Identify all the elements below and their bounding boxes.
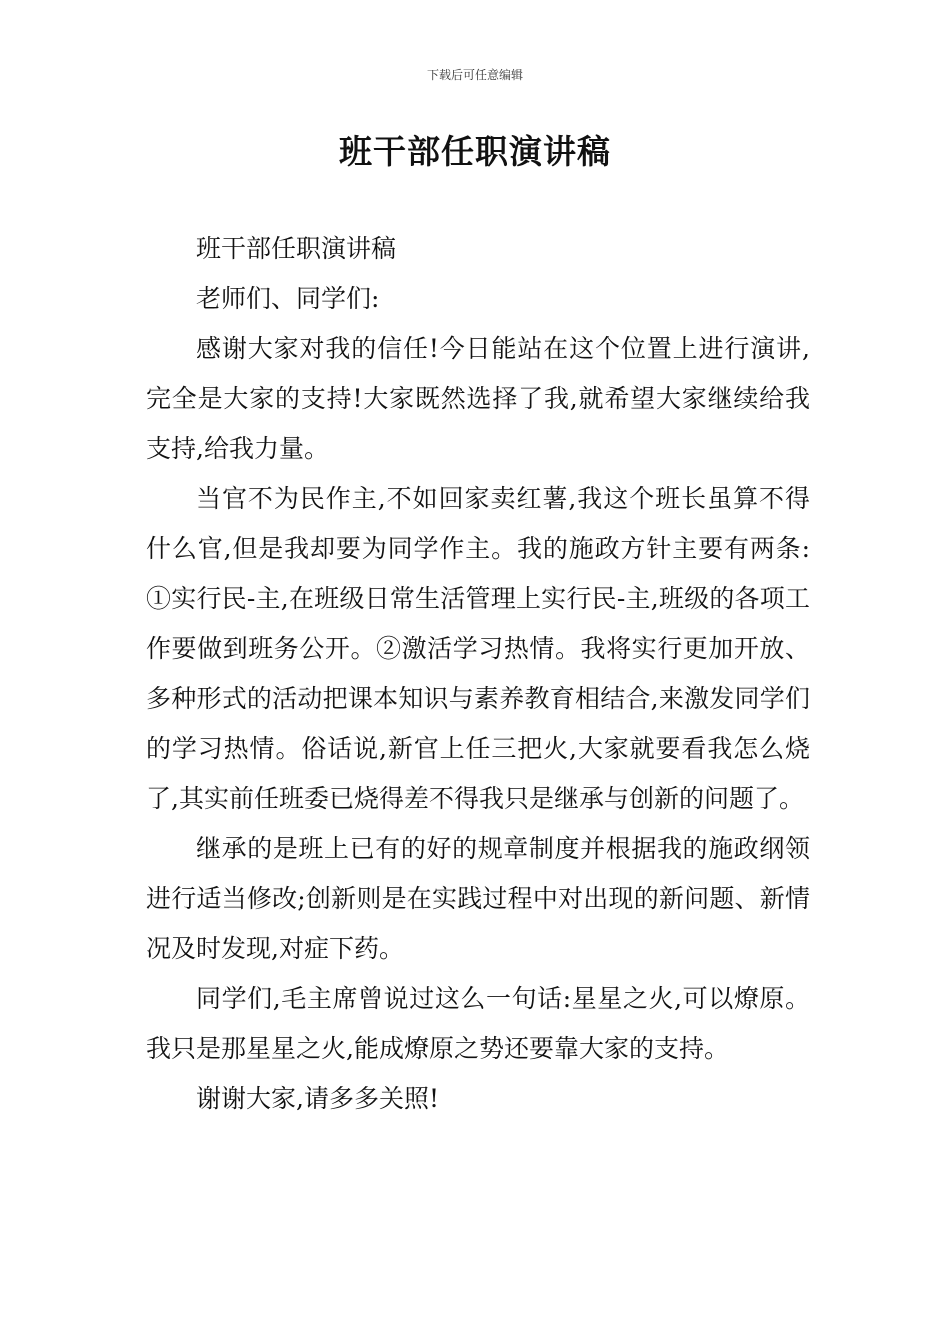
document-body: [146, 224, 810, 1124]
header-note: 下载后可任意编辑: [426, 68, 523, 82]
paragraph-policy: 当官不为民作主,不如回家卖红薯,我这个班长虽算不得什么官,但是我却要为同学作主。我的施政方针主要有两条:①实行民-主,在班级日常生活管理上实行民-主,班级的各项工作要做到班务公开。②激活学习热情。我将实行更加开放、多种形式的活动把课本知识与素养教育相结合,来激发同学们的学习热情。俗话说,新官上任三把火,大家就要看我怎么烧了,其实前任班委已烧得差不得我只是继承与创新的问题了。: [146, 484, 810, 813]
paragraph-greeting: 老师们、同学们:: [196, 284, 380, 313]
paragraph-thanks: 感谢大家对我的信任!今日能站在这个位置上进行演讲,完全是大家的支持!大家既然选择了我,就希望大家继续给我支持,给我力量。: [146, 334, 810, 463]
paragraph-closing: 谢谢大家,请多多关照!: [196, 1084, 439, 1113]
paragraph-subtitle: 班干部任职演讲稿: [196, 234, 397, 263]
paragraph-spark: 同学们,毛主席曾说过这么一句话:星星之火,可以燎原。我只是那星星之火,能成燎原之势还要靠大家的支持。: [146, 984, 810, 1063]
document-title: 班干部任职演讲稿: [339, 132, 611, 171]
paragraph-inherit-innovate: 继承的是班上已有的好的规章制度并根据我的施政纲领进行适当修改;创新则是在实践过程中对出现的新问题、新情况及时发现,对症下药。: [146, 834, 810, 963]
